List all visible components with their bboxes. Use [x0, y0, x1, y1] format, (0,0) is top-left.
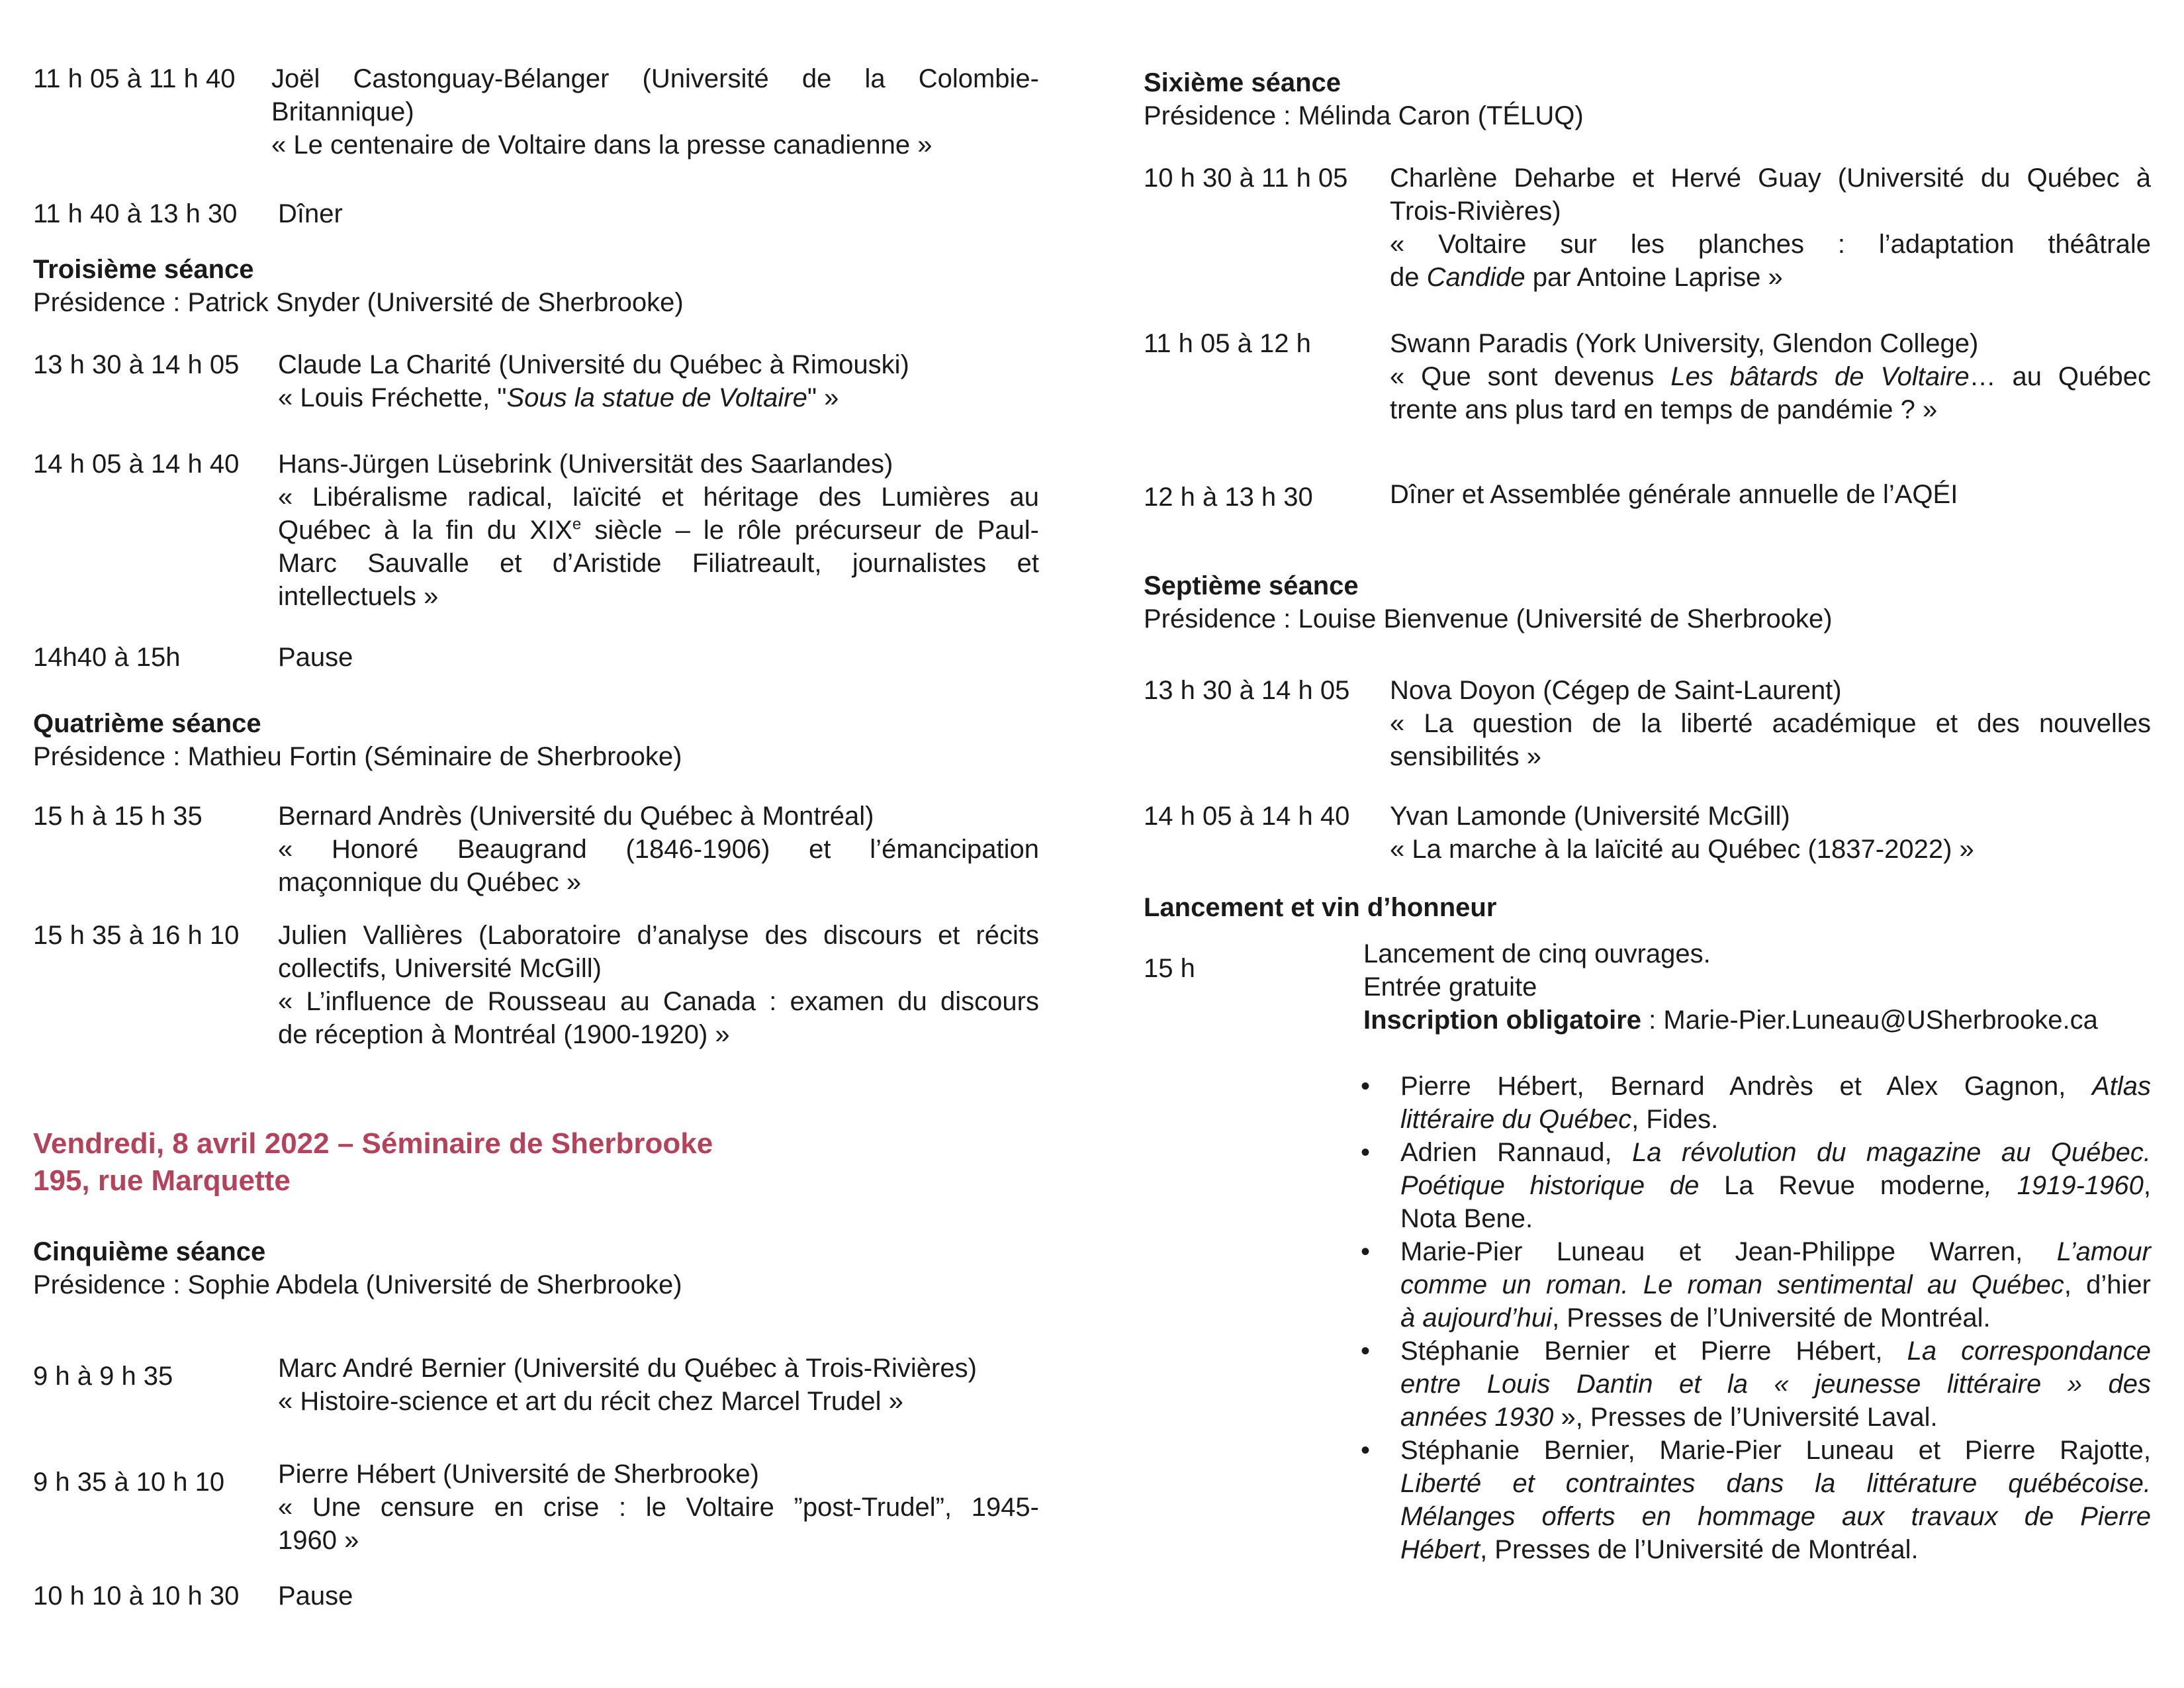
speaker: Joël Castonguay-Bélanger (Université de la Colombie- [271, 64, 1039, 93]
talk-title: « Le centenaire de Voltaire dans la presse canadienne » [271, 130, 933, 160]
time-slot: 14 h 05 à 14 h 40 [1144, 802, 1350, 831]
time-slot: 13 h 30 à 14 h 05 [33, 350, 240, 379]
list-item [1361, 1136, 2151, 1235]
speaker: Swann Paradis (York University, Glendon College) [1390, 329, 1979, 358]
talk-title-part: " » [807, 383, 839, 412]
time-slot: 15 h 35 à 16 h 10 [33, 921, 240, 950]
bullet-marker: • [1361, 1138, 1371, 1167]
speaker: Bernard Andrès (Université du Québec à Montréal) [278, 802, 874, 831]
talk-title-line: 1960 » [278, 1526, 359, 1555]
session-presidence: Présidence : Patrick Snyder (Université de Sherbrooke) [33, 288, 684, 317]
list-item [1361, 1335, 2151, 1434]
book-text: Marie-Pier Luneau et Jean-Philippe Warren, [1400, 1237, 2057, 1266]
speaker: Nova Doyon (Cégep de Saint-Laurent) [1390, 676, 1842, 705]
time-slot: 11 h 40 à 13 h 30 [33, 199, 238, 228]
session-heading: Troisième séance [33, 255, 254, 284]
book-title: La correspondance [1907, 1336, 2151, 1366]
time-slot: 14h40 à 15h [33, 643, 181, 672]
book-title: littéraire du Québec [1400, 1105, 1632, 1134]
speaker: Pierre Hébert (Université de Sherbrooke) [278, 1460, 759, 1489]
time-slot: 15 h à 15 h 35 [33, 802, 203, 831]
talk-title-line: « Voltaire sur les planches : l’adaptation théâtrale [1390, 230, 2151, 259]
book-text: Nota Bene. [1400, 1204, 1533, 1233]
speaker: Claude La Charité (Université du Québec à Rimouski) [278, 350, 909, 379]
talk-title-line: Marc Sauvalle et d’Aristide Filiatreault, journalistes et [278, 549, 1039, 578]
talk-title-line: « Honoré Beaugrand (1846-1906) et l’émancipation [278, 835, 1039, 864]
book-text: », Presses de l’Université Laval. [1553, 1403, 1938, 1432]
break-label: Pause [278, 643, 353, 672]
talk-title-part: « Que sont devenus [1390, 362, 1671, 391]
launch-description: Lancement de cinq ouvrages. [1363, 939, 1711, 968]
superscript: e [572, 515, 582, 534]
launch-entry-fee: Entrée gratuite [1363, 972, 1537, 1002]
talk-title-part: par Antoine Laprise » [1525, 263, 1783, 292]
bullet-marker: • [1361, 1237, 1371, 1266]
speaker: Yvan Lamonde (Université McGill) [1390, 802, 1790, 831]
session-heading: Cinquième séance [33, 1237, 266, 1266]
time-slot: 13 h 30 à 14 h 05 [1144, 676, 1350, 705]
book-text: , d’hier [2064, 1270, 2151, 1299]
list-item [1361, 1434, 2151, 1566]
speaker: Julien Vallières (Laboratoire d’analyse des discours et récits [278, 921, 1039, 950]
day-address: 195, rue Marquette [33, 1164, 291, 1197]
time-slot: 12 h à 13 h 30 [1144, 483, 1313, 512]
speaker-affiliation: Trois-Rivières) [1390, 197, 1561, 226]
talk-title-italic: Les bâtards de Voltaire [1670, 362, 1970, 391]
list-item [1361, 1235, 2151, 1335]
time-slot: 11 h 05 à 11 h 40 [33, 64, 236, 93]
talk-title-part: « Louis Fréchette, " [278, 383, 507, 412]
talk-title-line [278, 514, 1039, 547]
book-title: années 1930 [1400, 1403, 1554, 1432]
talk-title-line: « L’influence de Rousseau au Canada : examen du discours [278, 987, 1039, 1016]
bullet-marker: • [1361, 1336, 1371, 1366]
time-slot: 10 h 30 à 11 h 05 [1144, 164, 1348, 193]
talk-title-part: de [1390, 263, 1427, 292]
time-slot: 10 h 10 à 10 h 30 [33, 1581, 240, 1611]
book-title: à aujourd’hui [1400, 1303, 1553, 1333]
book-title: L’amour [2056, 1237, 2151, 1266]
book-title: Mélanges offerts en hommage aux travaux de Pierre [1400, 1502, 2151, 1531]
book-title: Atlas [2092, 1072, 2151, 1101]
book-title: entre Louis Dantin et la « jeunesse littéraire » des [1400, 1370, 2151, 1399]
session-heading: Septième séance [1144, 571, 1359, 600]
talk-title-line [1390, 261, 2151, 294]
talk-title-part: siècle – le rôle précurseur de Paul- [594, 516, 1039, 545]
book-text: , [2143, 1171, 2152, 1200]
speaker: Hans-Jürgen Lüsebrink (Universität des Saarlandes) [278, 449, 893, 479]
talk-title-italic: Candide [1426, 263, 1525, 292]
break-label: Dîner [278, 199, 343, 228]
break-label: Dîner et Assemblée générale annuelle de l’AQÉI [1390, 480, 1958, 509]
book-text: , Fides. [1631, 1105, 1719, 1134]
registration-email: : Marie-Pier.Luneau@USherbrooke.ca [1641, 1006, 2098, 1035]
time-slot: 15 h [1144, 954, 1195, 983]
session-presidence: Présidence : Sophie Abdela (Université de Sherbrooke) [33, 1270, 682, 1299]
talk-title: « La marche à la laïcité au Québec (1837-2022) » [1390, 835, 1974, 864]
time-slot: 9 h 35 à 10 h 10 [33, 1468, 225, 1497]
launch-registration [1363, 1004, 2151, 1037]
book-text: La Revue moderne [1699, 1171, 1985, 1200]
session-presidence: Présidence : Louise Bienvenue (Université de Sherbrooke) [1144, 604, 1833, 633]
talk-title-line: « Une censure en crise : le Voltaire ”post-Trudel”, 1945- [278, 1493, 1039, 1522]
talk-title: « Histoire-science et art du récit chez Marcel Trudel » [278, 1387, 903, 1416]
talk-title [278, 381, 1039, 414]
speaker-affiliation: collectifs, Université McGill) [278, 954, 602, 983]
time-slot: 9 h à 9 h 35 [33, 1362, 173, 1391]
talk-title-line: « Libéralisme radical, laïcité et héritage des Lumières au [278, 483, 1039, 512]
book-title: Hébert [1400, 1535, 1480, 1564]
book-text: Stéphanie Bernier, Marie-Pier Luneau et Pierre Rajotte, [1400, 1436, 2151, 1465]
talk-title-part: Québec à la fin du XIX [278, 516, 572, 545]
talk-title-line: sensibilités » [1390, 742, 1542, 771]
book-title: La révolution du magazine au Québec. [1632, 1138, 2151, 1167]
book-text: Stéphanie Bernier et Pierre Hébert, [1400, 1336, 1907, 1366]
speaker: Charlène Deharbe et Hervé Guay (Université du Québec à [1390, 164, 2151, 193]
book-text: Adrien Rannaud, [1400, 1138, 1633, 1167]
session-heading: Sixième séance [1144, 68, 1341, 97]
time-slot: 11 h 05 à 12 h [1144, 329, 1311, 358]
bullet-marker: • [1361, 1436, 1371, 1465]
talk-title-italic: Sous la statue de Voltaire [506, 383, 807, 412]
talk-title-part: … au Québec [1969, 362, 2151, 391]
book-list [1361, 1070, 2151, 1566]
session-heading: Lancement et vin d’honneur [1144, 893, 1497, 922]
talk-title-line: intellectuels » [278, 582, 439, 611]
talk-title-line [1390, 360, 2151, 393]
book-text: , Presses de l’Université de Montréal. [1552, 1303, 1991, 1333]
talk-title-line: trente ans plus tard en temps de pandémie ? » [1390, 395, 1938, 424]
registration-label: Inscription obligatoire [1363, 1006, 1642, 1035]
day-heading: Vendredi, 8 avril 2022 – Séminaire de Sherbrooke [33, 1127, 713, 1160]
break-label: Pause [278, 1581, 353, 1611]
list-item [1361, 1070, 2151, 1136]
session-heading: Quatrième séance [33, 709, 261, 738]
talk-title-line: de réception à Montréal (1900-1920) » [278, 1020, 730, 1049]
book-text: , Presses de l’Université de Montréal. [1480, 1535, 1919, 1564]
bullet-marker: • [1361, 1072, 1371, 1101]
session-presidence: Présidence : Mélinda Caron (TÉLUQ) [1144, 101, 1584, 130]
book-title: Liberté et contraintes dans la littérature québécoise. [1400, 1469, 2151, 1498]
time-slot: 14 h 05 à 14 h 40 [33, 449, 240, 479]
book-text: Pierre Hébert, Bernard Andrès et Alex Gagnon, [1400, 1072, 2093, 1101]
session-presidence: Présidence : Mathieu Fortin (Séminaire de Sherbrooke) [33, 742, 682, 771]
book-title: Poétique historique de [1400, 1171, 1700, 1200]
speaker: Marc André Bernier (Université du Québec à Trois-Rivières) [278, 1354, 977, 1383]
talk-title-line: maçonnique du Québec » [278, 868, 582, 897]
talk-title-line: « La question de la liberté académique et des nouvelles [1390, 709, 2151, 738]
book-title: comme un roman. Le roman sentimental au Québec [1400, 1270, 2064, 1299]
speaker-affiliation: Britannique) [271, 97, 414, 126]
book-title: , 1919-1960 [1984, 1171, 2144, 1200]
